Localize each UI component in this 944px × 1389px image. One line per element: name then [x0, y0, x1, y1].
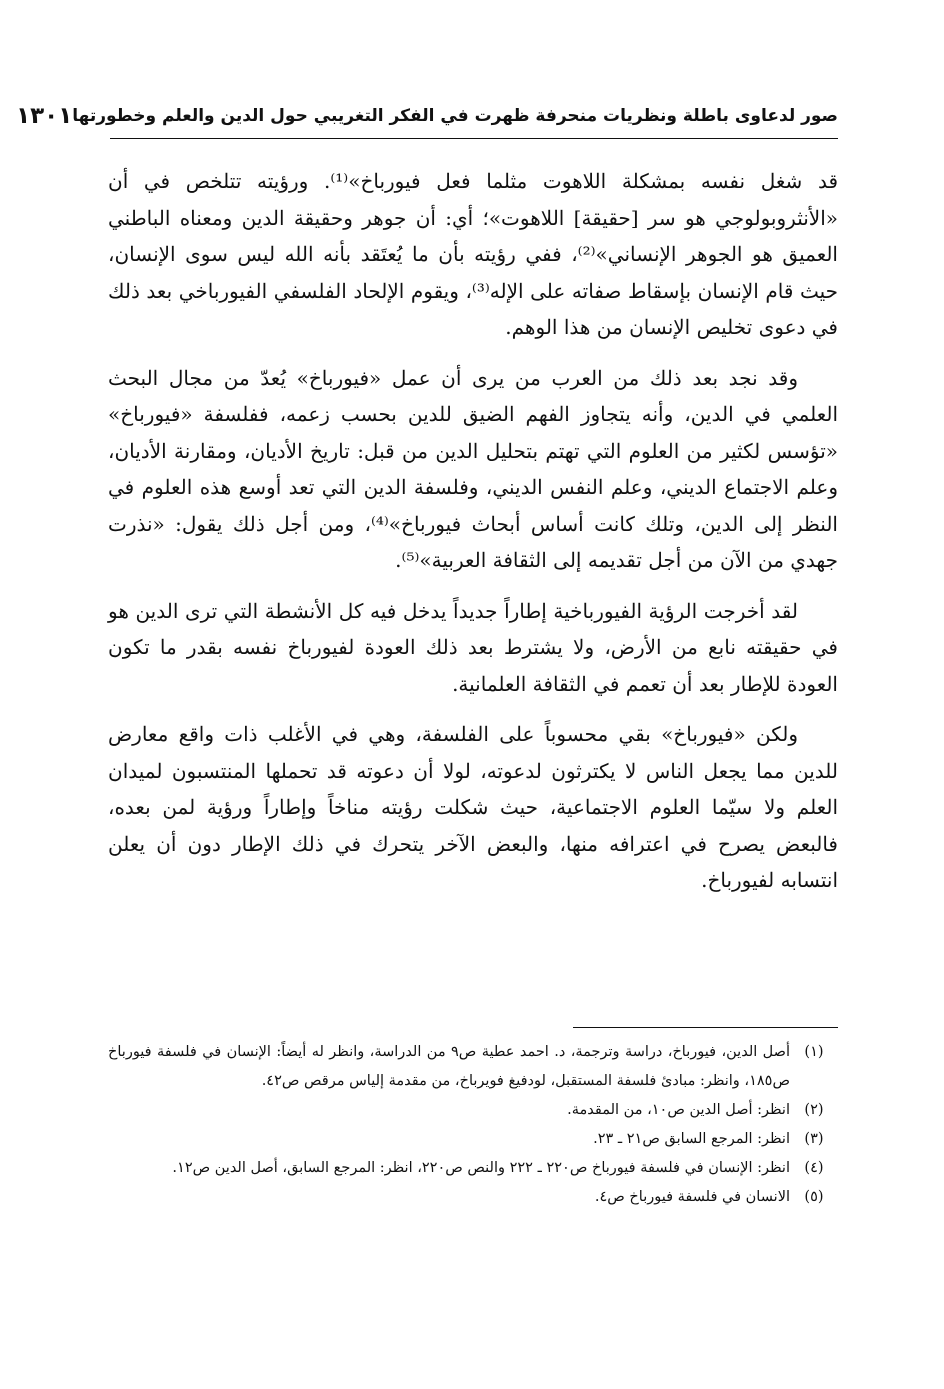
page-number: ١٣٠١: [16, 103, 73, 129]
footnote: [108, 1154, 838, 1183]
paragraph: قد شغل نفسه بمشكلة اللاهوت مثلما فعل فيورباخ»⁽¹⁾. ورؤيته تتلخص في أن «الأنثروبولوجي هو سر [حقيقة] اللاهوت»؛ أي: أن جوهر وحقيقة الدين ومعناه الباطني العميق هو الجوهر الإنساني»⁽²⁾، ففي رؤيته بأن ما يُعتَقد بأنه الله ليس سوى الإنسان، حيث قام الإنسان بإسقاط صفاته على الإله⁽³⁾، ويقوم الإلحاد الفلسفي الفيورباخي بعد ذلك في دعوى تخليص الإنسان من هذا الوهم.: [108, 169, 839, 339]
footnote-text: انظر: المرجع السابق ص٢١ ـ ٢٣.: [593, 1131, 790, 1147]
footnote-text: الانسان في فلسفة فيورباخ ص٤.: [594, 1189, 790, 1205]
footnote-number: (١): [804, 1044, 824, 1060]
paragraph: ولكن «فيورباخ» بقي محسوباً على الفلسفة، وهي في الأغلب ذات واقع معارض للدين مما يجعل الناس لا يكترثون لدعوته، لولا أن دعوته قد تحملها المنتسبون لميدان العلم ولا سيّما العلوم الاجتماعية، حيث شكلت رؤيته مناخاً وإطاراً ورؤية لمن بعده، فالبعض يصرح في اعترافه منها، والبعض الآخر يتحرك في ذلك الإطار دون أن يعلن انتسابه لفيورباخ.: [108, 722, 838, 892]
footnote-separator: [573, 1027, 838, 1028]
footnotes: [108, 1038, 838, 1212]
footnote-text: انظر: أصل الدين ص١٠، من المقدمة.: [567, 1102, 790, 1118]
footnote-text: انظر: الإنسان في فلسفة فيورباخ ص٢٢٠ ـ ٢٢٢ والنص ص٢٢٠، انظر: المرجع السابق، أصل الدين ص١٢.: [172, 1160, 790, 1176]
footnote: [108, 1183, 838, 1212]
footnote-number: (٤): [804, 1160, 824, 1176]
running-title: صور لدعاوى باطلة ونظريات منحرفة ظهرت في الفكر التغريبي حول الدين والعلم وخطورتها: [72, 106, 838, 126]
paragraph: لقد أخرجت الرؤية الفيورباخية إطاراً جديداً يدخل فيه كل الأنشطة التي ترى الدين هو في حقيقته نابع من الأرض، ولا يشترط بعد ذلك العودة لفيورباخ نفسه بقدر ما تكون العودة للإطار بعد أن تعمم في الثقافة العلمانية.: [108, 598, 838, 696]
footnote: [108, 1125, 838, 1154]
paragraph: وقد نجد بعد ذلك من العرب من يرى أن عمل «فيورباخ» يُعدّ من مجال البحث العلمي في الدين، وأنه يتجاوز الفهم الضيق للدين بحسب زعمه، ففلسفة «فيورباخ» «تؤسس لكثير من العلوم التي تهتم بتحليل الدين من قبل: تاريخ الأديان، ومقارنة الأديان، وعلم الاجتماع الديني، وعلم النفس الديني، وفلسفة الدين التي تعد أوسع هذه العلوم في النظر إلى الدين، وتلك كانت أساس أبحاث فيورباخ»⁽⁴⁾، ومن أجل ذلك يقول: «نذرت جهدي من الآن من أجل تقديمه إلى الثقافة العربية»⁽⁵⁾.: [108, 365, 838, 572]
footnote-number: (٣): [804, 1131, 824, 1147]
footnote-number: (٥): [804, 1189, 824, 1205]
main-text: [108, 163, 838, 913]
footnote: [108, 1096, 838, 1125]
footnote: [108, 1038, 838, 1096]
footnote-number: (٢): [804, 1102, 824, 1118]
page-header: [16, 94, 838, 139]
footnote-text: أصل الدين، فيورباخ، دراسة وترجمة، د. احمد عطية ص٩ من الدراسة، وانظر له أيضاً: الإنسان في فلسفة فيورباخ ص١٨٥، وانظر: مبادئ فلسفة المستقبل، لودفيغ فويرباخ، من مقدمة إلياس مرقص ص٤٢.: [108, 1044, 790, 1089]
